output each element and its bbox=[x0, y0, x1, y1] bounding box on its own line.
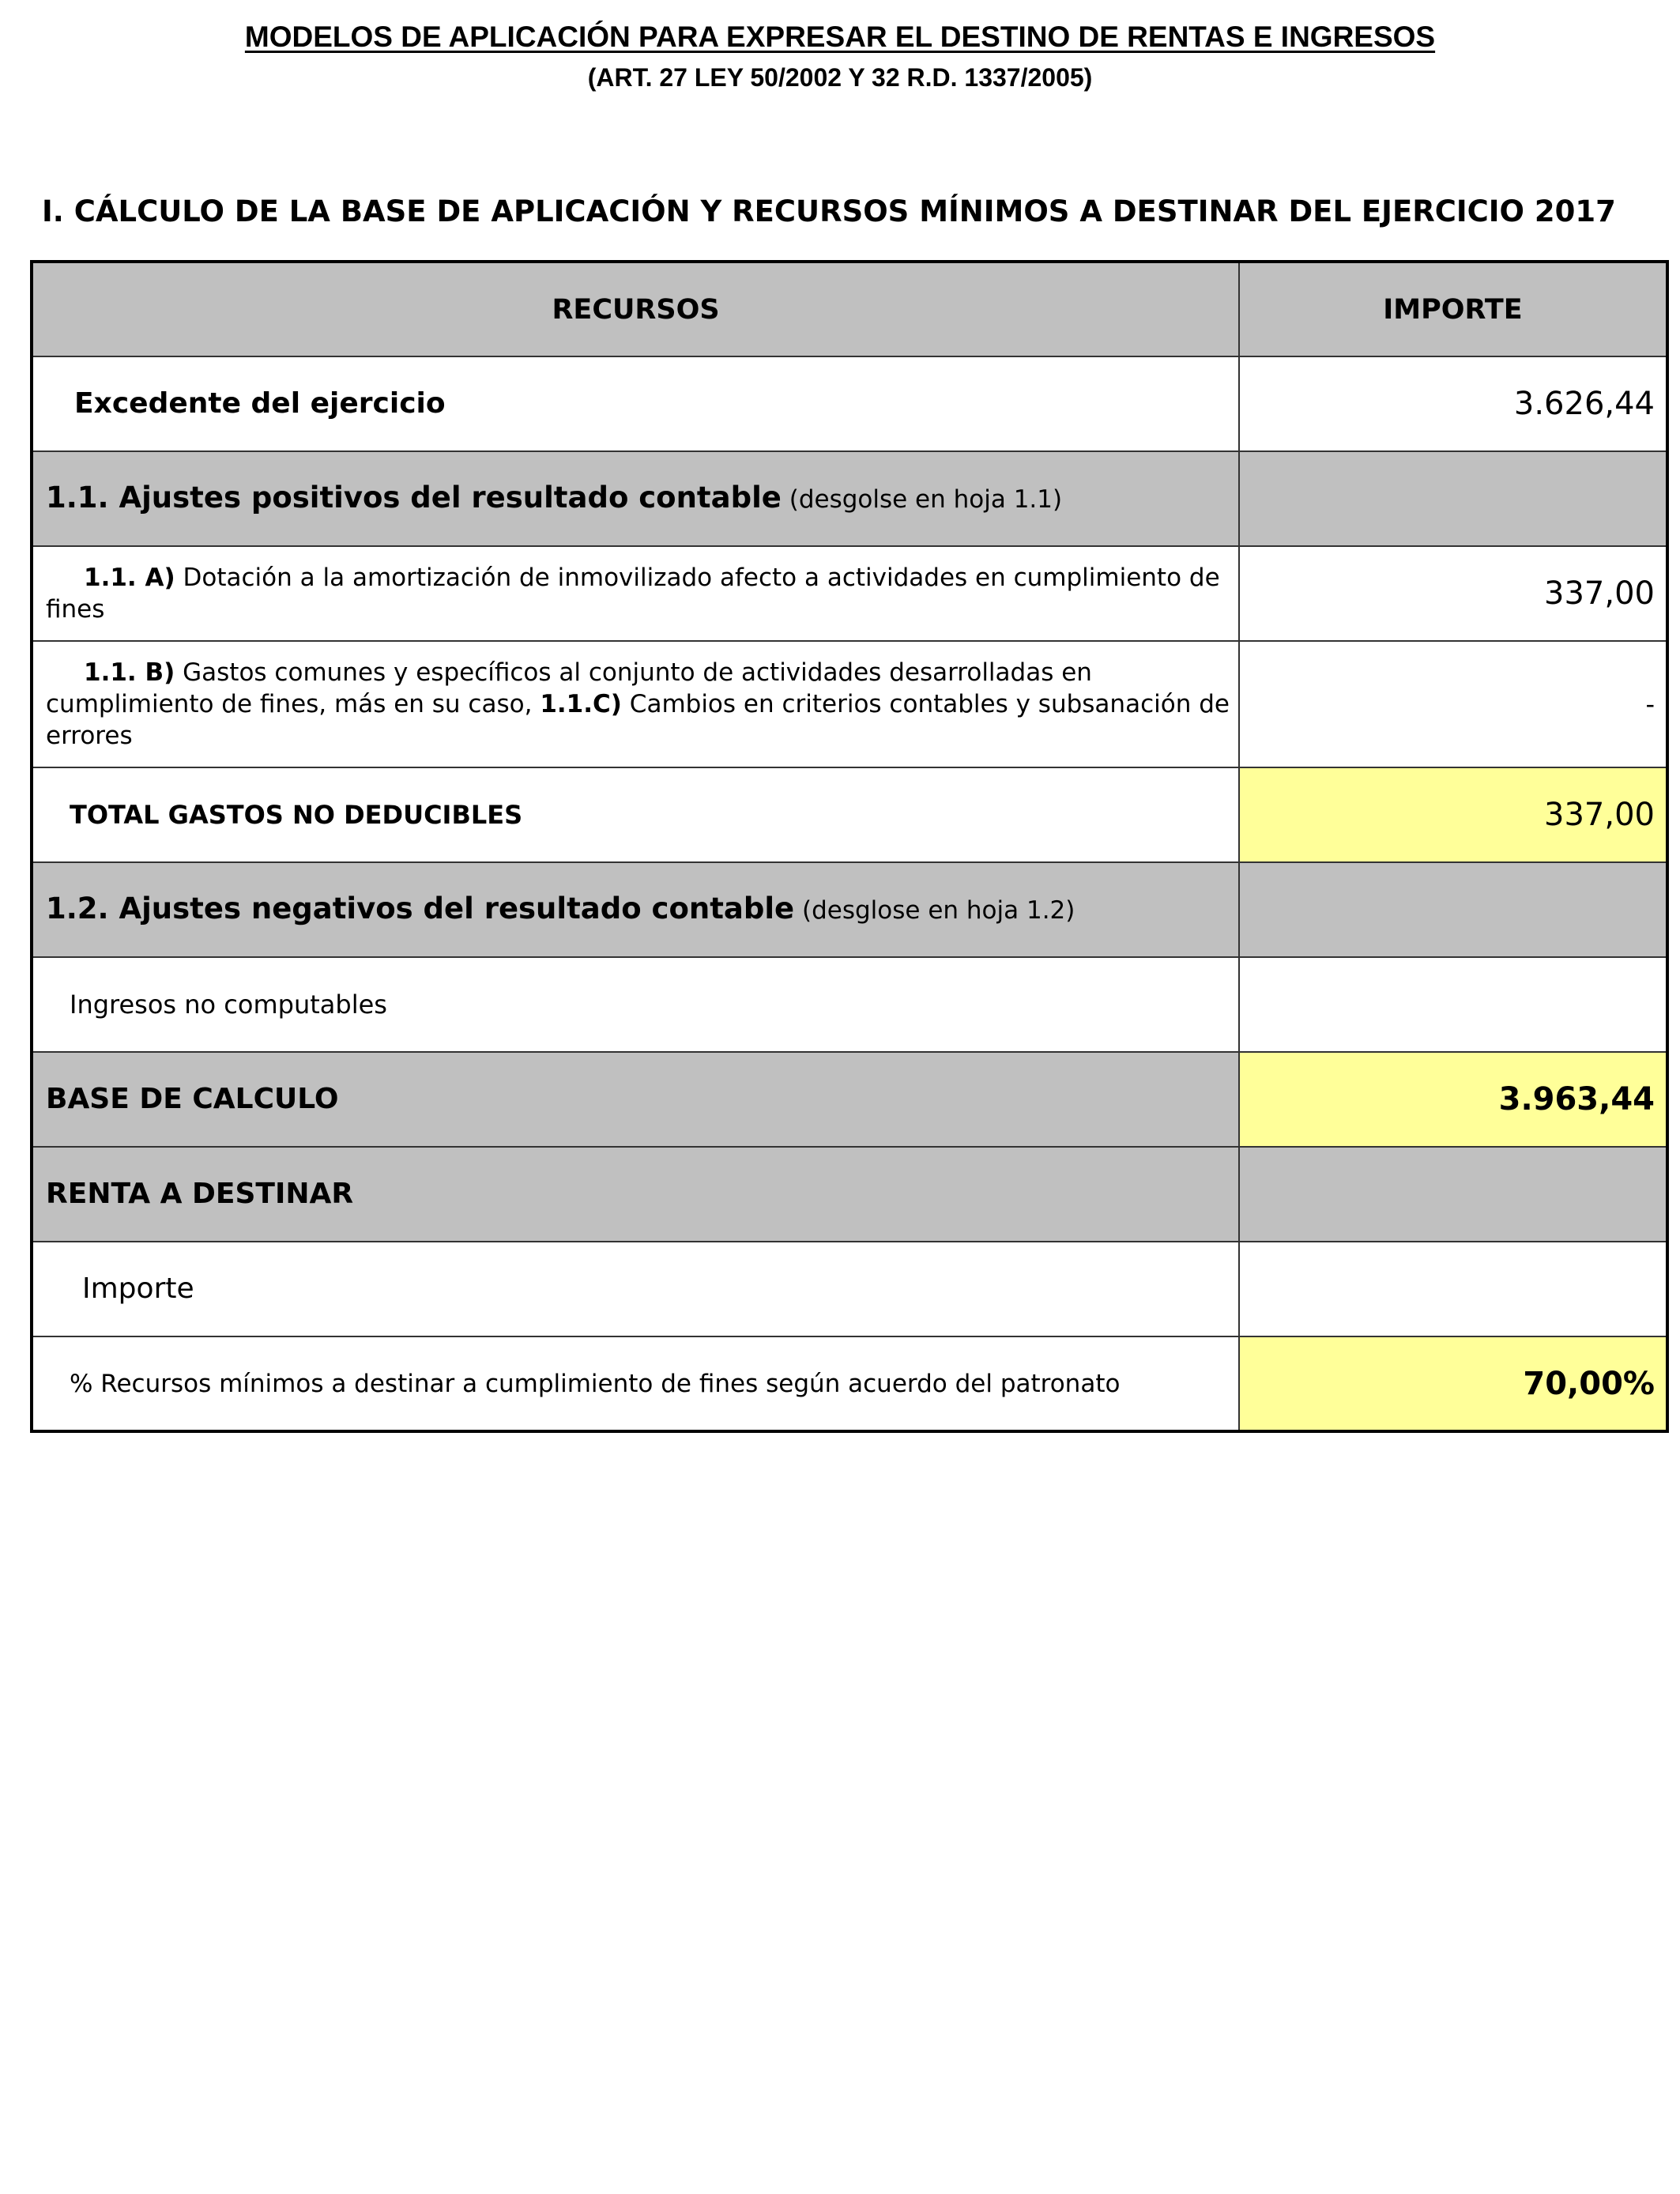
porcentaje-recursos-value: 70,00% bbox=[1239, 1336, 1667, 1431]
document-title: MODELOS DE APLICACIÓN PARA EXPRESAR EL DESTINO DE RENTAS E INGRESOS bbox=[244, 21, 1436, 53]
row-1-1-b-text1: Gastos comunes y específicos al conjunto de actividades desarrolladas en cumplimiento de fines, más en su caso, bbox=[46, 658, 1092, 718]
ajustes-positivos-note: (desgolse en hoja 1.1) bbox=[789, 485, 1063, 514]
ajustes-negativos-label: 1.2. Ajustes negativos del resultado contable bbox=[46, 892, 795, 925]
row-ingresos-no-computables bbox=[32, 957, 1667, 1052]
ajustes-negativos-cell bbox=[32, 862, 1239, 957]
total-gastos-label: TOTAL GASTOS NO DEDUCIBLES bbox=[32, 767, 1239, 862]
row-ajustes-negativos bbox=[32, 862, 1667, 957]
column-header-recursos: RECURSOS bbox=[32, 262, 1239, 356]
excedente-value: 3.626,44 bbox=[1239, 356, 1667, 451]
importe-label: Importe bbox=[32, 1242, 1239, 1336]
row-excedente bbox=[32, 356, 1667, 451]
ajustes-positivos-cell bbox=[32, 451, 1239, 546]
document-subtitle: (ART. 27 LEY 50/2002 Y 32 R.D. 1337/2005) bbox=[587, 63, 1093, 92]
row-1-1-b-code: 1.1. B) bbox=[84, 658, 175, 687]
section-title: I. CÁLCULO DE LA BASE DE APLICACIÓN Y RECURSOS MÍNIMOS A DESTINAR DEL EJERCICIO 2017 bbox=[42, 194, 1616, 228]
row-total-gastos bbox=[32, 767, 1667, 862]
ingresos-no-computables-label: Ingresos no computables bbox=[32, 957, 1239, 1052]
total-gastos-value: 337,00 bbox=[1239, 767, 1667, 862]
row-porcentaje-recursos bbox=[32, 1336, 1667, 1431]
row-base-calculo bbox=[32, 1052, 1667, 1147]
ajustes-negativos-value bbox=[1239, 862, 1667, 957]
base-calculo-label: BASE DE CALCULO bbox=[32, 1052, 1239, 1147]
row-1-1-b-value: - bbox=[1239, 641, 1667, 767]
row-1-1-a bbox=[32, 546, 1667, 641]
table-header-row bbox=[32, 262, 1667, 356]
excedente-label: Excedente del ejercicio bbox=[32, 356, 1239, 451]
ajustes-negativos-note: (desglose en hoja 1.2) bbox=[802, 896, 1075, 925]
row-importe bbox=[32, 1242, 1667, 1336]
row-ajustes-positivos bbox=[32, 451, 1667, 546]
column-header-importe: IMPORTE bbox=[1239, 262, 1667, 356]
row-1-1-b-text2: Cambios en criterios contables y subsanación de errores bbox=[46, 690, 1230, 750]
row-1-1-a-value: 337,00 bbox=[1239, 546, 1667, 641]
row-1-1-b bbox=[32, 641, 1667, 767]
resources-table bbox=[30, 260, 1669, 1433]
row-1-1-b-cell bbox=[32, 641, 1239, 767]
row-renta-a-destinar bbox=[32, 1147, 1667, 1242]
row-1-1-a-cell bbox=[32, 546, 1239, 641]
ajustes-positivos-value bbox=[1239, 451, 1667, 546]
row-1-1-c-code: 1.1.C) bbox=[540, 690, 622, 718]
importe-value bbox=[1239, 1242, 1667, 1336]
renta-a-destinar-value bbox=[1239, 1147, 1667, 1242]
ajustes-positivos-label: 1.1. Ajustes positivos del resultado contable bbox=[46, 481, 782, 515]
porcentaje-recursos-label: % Recursos mínimos a destinar a cumplimiento de fines según acuerdo del patronato bbox=[32, 1336, 1239, 1431]
base-calculo-value: 3.963,44 bbox=[1239, 1052, 1667, 1147]
row-1-1-a-code: 1.1. A) bbox=[84, 564, 175, 592]
renta-a-destinar-label: RENTA A DESTINAR bbox=[32, 1147, 1239, 1242]
ingresos-no-computables-value bbox=[1239, 957, 1667, 1052]
row-1-1-a-text: Dotación a la amortización de inmovilizado afecto a actividades en cumplimiento de fines bbox=[46, 564, 1220, 624]
